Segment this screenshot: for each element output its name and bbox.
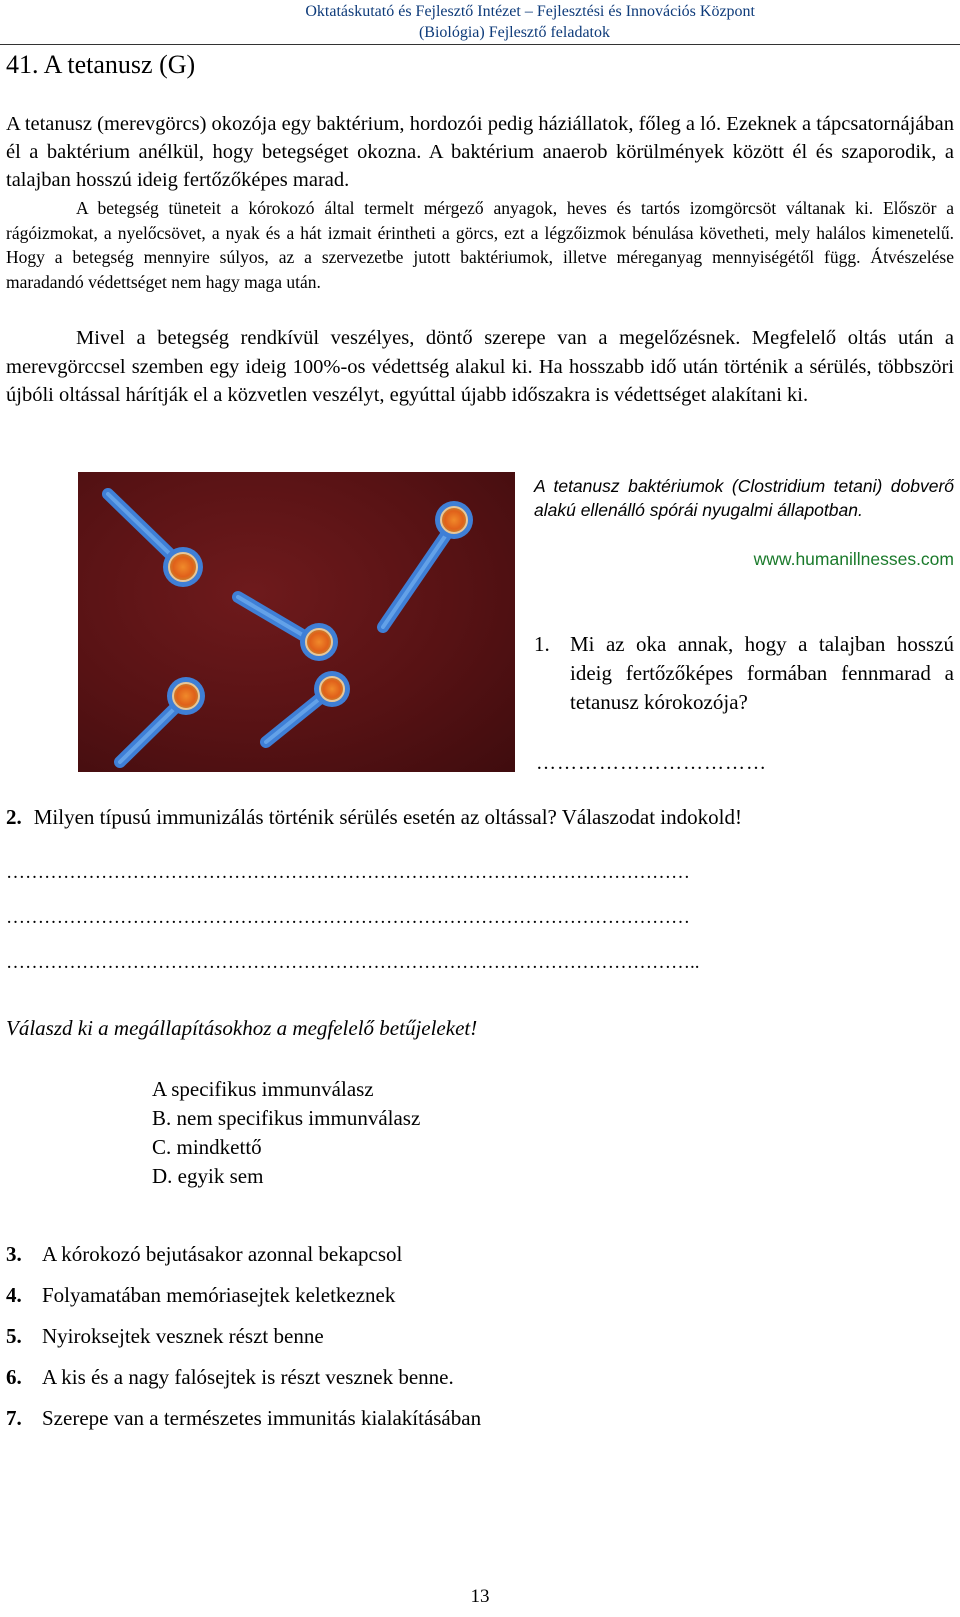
- statement-text: Szerepe van a természetes immunitás kialakításában: [42, 1406, 482, 1430]
- question-1: [534, 630, 954, 717]
- intro-text-3: Mivel a betegség rendkívül veszélyes, döntő szerepe van a megelőzésnek. Megfelelő oltás után a merevgörccsel szemben egy ideig 100%-os védettség alakul ki. Ha hosszabb idő után történik a sérülés, többszöri újbóli oltással hárítják el a közvetlen veszélyt, egyúttal újabb időszakra is védettséget alakítani ki.: [6, 327, 954, 406]
- option-c: C. mindkettő: [152, 1135, 262, 1159]
- header-institute: Oktatáskutató és Fejlesztő Intézet – Fejlesztési és Innovációs Központ: [305, 3, 755, 20]
- figure-caption: A tetanusz baktériumok (Clostridium tetani) dobverő alakú ellenálló spórái nyugalmi állapotban.: [534, 476, 954, 520]
- option-a: A specifikus immunválasz: [152, 1077, 374, 1101]
- statement-list: [6, 1234, 481, 1439]
- intro-paragraph-1: [6, 110, 954, 194]
- statement-text: A kis és a nagy falósejtek is részt vesznek benne.: [42, 1365, 454, 1389]
- option-d: D. egyik sem: [152, 1164, 264, 1188]
- statement-number: 3.: [6, 1242, 22, 1266]
- question-2: [6, 805, 742, 830]
- bacterium-4: [120, 677, 205, 762]
- intro-text-2: A betegség tüneteit a kórokozó által termelt mérgező anyagok, heves és tartós izomgörcsöt váltanak ki. Először a rágóizmokat, a nyelőcsövet, a nyak és a hát izmait érintheti a görcs, ezt a légzőizmok bénulása követheti, mely halálos kimenetelű. Hogy a betegség mennyire súlyos, az a szervezetbe jutott baktériumok, illetve méreganyag mennyiségétől függ. Átvészelése maradandó védettséget nem hagy maga után.: [6, 198, 954, 292]
- matching-instruction: Válaszd ki a megállapításokhoz a megfelelő betűjeleket!: [6, 1016, 478, 1040]
- question-2-answer-line-2[interactable]: ………………………………………………………………………………………………: [6, 907, 690, 928]
- bacterium-1: [108, 494, 203, 587]
- statement-3: [6, 1234, 481, 1275]
- figure-source-link[interactable]: www.humanillnesses.com: [753, 549, 954, 569]
- page-number: 13: [470, 1586, 490, 1607]
- question-1-answer-line[interactable]: ……………………………: [536, 752, 767, 774]
- question-2-answer-line-3[interactable]: ………………………………………………………………………………………………..: [6, 952, 700, 973]
- option-b: B. nem specifikus immunválasz: [152, 1106, 421, 1130]
- statement-number: 6.: [6, 1365, 22, 1389]
- tetanus-bacteria-photo: [78, 472, 515, 772]
- statement-7: [6, 1398, 481, 1439]
- page-header: [0, 0, 960, 45]
- question-2-text: Milyen típusú immunizálás történik sérülés esetén az oltással? Válaszodat indokold!: [33, 805, 742, 829]
- intro-paragraph-2: [6, 196, 954, 294]
- bacterium-2: [383, 501, 473, 627]
- question-1-number: 1.: [534, 632, 550, 656]
- statement-number: 5.: [6, 1324, 22, 1348]
- bacterium-3: [238, 597, 338, 661]
- intro-text-1: A tetanusz (merevgörcs) okozója egy baktérium, hordozói pedig háziállatok, főleg a ló. Ezeknek a tápcsatornájában él a baktérium anélkül, hogy betegséget okozna. A baktérium anaerob körülmények között él és szaporodik, a talajban hosszú ideig fertőzőképes marad.: [6, 113, 954, 191]
- intro-paragraph-3: [6, 324, 954, 410]
- question-2-number: 2.: [6, 805, 22, 829]
- page-title: 41. A tetanusz (G): [6, 50, 196, 79]
- question-1-text: Mi az oka annak, hogy a talajban hosszú ideig fertőzőképes formában fennmarad a tetanusz kórokozója?: [570, 632, 954, 714]
- statement-4: [6, 1275, 481, 1316]
- statement-number: 4.: [6, 1283, 22, 1307]
- header-subtitle: (Biológia) Fejlesztő feladatok: [418, 24, 610, 41]
- statement-text: A kórokozó bejutásakor azonnal bekapcsol: [42, 1242, 403, 1266]
- statement-text: Folyamatában memóriasejtek keletkeznek: [42, 1283, 396, 1307]
- bacteria-illustration: [78, 472, 515, 772]
- answer-options: [152, 1075, 420, 1191]
- statement-5: [6, 1316, 481, 1357]
- question-2-answer-line-1[interactable]: ………………………………………………………………………………………………: [6, 862, 690, 883]
- bacterium-5: [266, 671, 350, 742]
- statement-6: [6, 1357, 481, 1398]
- statement-text: Nyiroksejtek vesznek részt benne: [42, 1324, 324, 1348]
- statement-number: 7.: [6, 1406, 22, 1430]
